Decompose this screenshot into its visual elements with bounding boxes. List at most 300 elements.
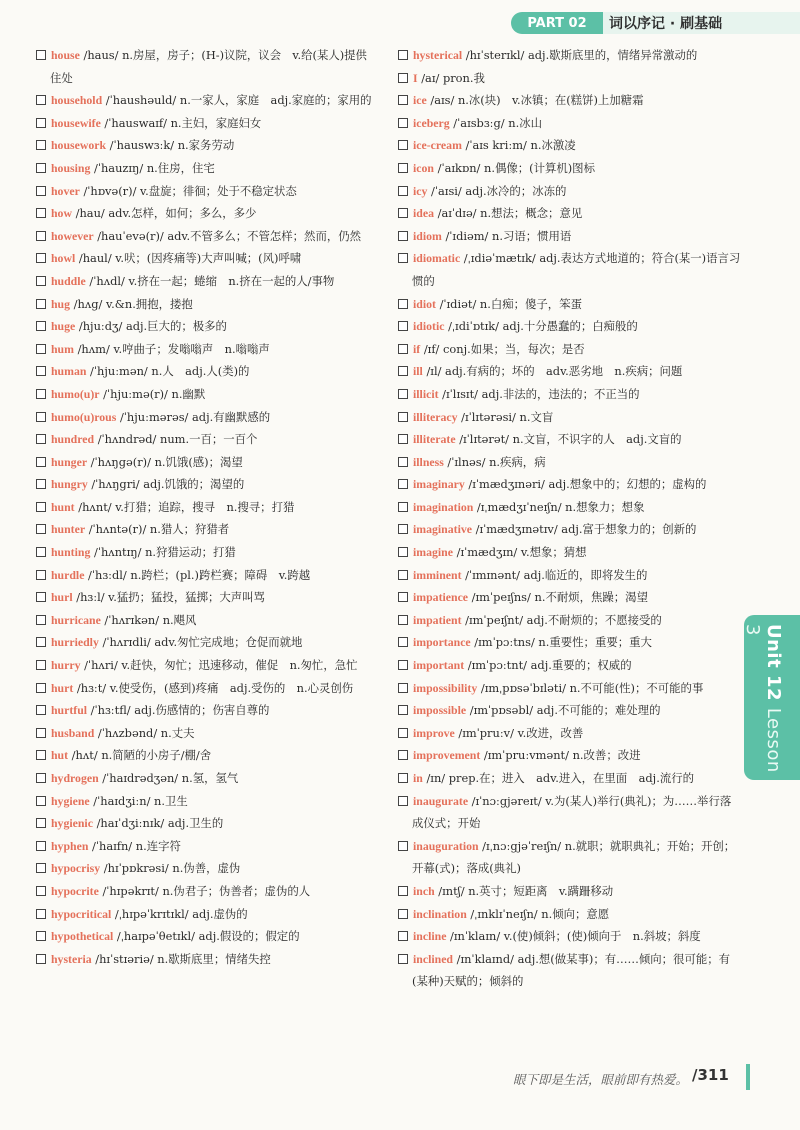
- definition: /ˈhɜːtfl/ adj.伤感情的；伤害自尊的: [87, 703, 270, 718]
- checkbox-icon[interactable]: [36, 592, 46, 602]
- definition: /ˈhʌdl/ v.挤在一起；蜷缩 n.挤在一起的人/事物: [85, 273, 335, 288]
- headword: imaginary: [413, 477, 465, 492]
- definition: /ɪmˈpeɪʃnt/ adj.不耐烦的；不愿接受的: [461, 612, 662, 627]
- headword: inauguration: [413, 838, 479, 853]
- checkbox-icon[interactable]: [36, 140, 46, 150]
- headword: hyphen: [51, 838, 89, 853]
- headword: imagine: [413, 545, 453, 560]
- headword: imagination: [413, 499, 474, 514]
- checkbox-icon[interactable]: [398, 321, 408, 331]
- checkbox-icon[interactable]: [36, 457, 46, 467]
- checkbox-icon[interactable]: [398, 592, 408, 602]
- headword: incline: [413, 929, 447, 944]
- headword: impatience: [413, 590, 469, 605]
- checkbox-icon[interactable]: [398, 457, 408, 467]
- vocab-entry: [36, 654, 378, 677]
- vocab-entry: [398, 225, 742, 248]
- vocab-entry: [36, 903, 378, 926]
- headword: hurl: [51, 590, 73, 605]
- checkbox-icon[interactable]: [36, 253, 46, 263]
- checkbox-icon[interactable]: [36, 705, 46, 715]
- headword: impossibility: [413, 680, 478, 695]
- vocab-entry: [398, 360, 742, 383]
- checkbox-icon[interactable]: [398, 299, 408, 309]
- headword: how: [51, 206, 72, 221]
- definition: /ˈaɪsi/ adj.冰冷的；冰冻的: [427, 183, 567, 198]
- checkbox-icon[interactable]: [36, 344, 46, 354]
- headword: house: [51, 48, 80, 62]
- definition: /ɪˈmædʒɪnəri/ adj.想象中的；幻想的；虚构的: [464, 477, 707, 492]
- checkbox-icon[interactable]: [398, 231, 408, 241]
- checkbox-icon[interactable]: [36, 886, 46, 896]
- left-column: [36, 44, 378, 970]
- definition: /ˈhʌntə(r)/ n.猎人；狩猎者: [85, 522, 230, 537]
- headword: idiotic: [413, 319, 445, 334]
- definition: /hɜːl/ v.猛扔；猛投，猛掷；大声叫骂: [72, 590, 265, 605]
- vocab-entry: [398, 44, 742, 67]
- headword: hygiene: [51, 793, 90, 808]
- vocab-entry: [36, 496, 378, 519]
- definition: /ˈhʌrɪdli/ adv.匆忙完成地；仓促而就地: [98, 635, 303, 650]
- vocab-entry: [36, 586, 378, 609]
- headword: if: [413, 341, 421, 356]
- vocab-entry: [398, 699, 742, 722]
- definition: /ˈaɪs kriːm/ n.冰激凌: [461, 138, 576, 153]
- checkbox-icon[interactable]: [36, 615, 46, 625]
- headword: idiot: [413, 296, 436, 311]
- vocab-entry: [398, 157, 742, 180]
- checkbox-icon[interactable]: [36, 683, 46, 693]
- vocab-entry: [36, 360, 378, 383]
- checkbox-icon[interactable]: [36, 163, 46, 173]
- definition: /haɪˈdʒiːnɪk/ adj.卫生的: [92, 816, 224, 831]
- checkbox-icon[interactable]: [398, 412, 408, 422]
- vocab-entry: [36, 428, 378, 451]
- headword: hover: [51, 183, 80, 198]
- definition: /haul/ v.吠；(因疼痛等)大声叫喊；(风)呼啸: [75, 251, 302, 266]
- vocab-entry: [398, 247, 742, 292]
- checkbox-icon[interactable]: [398, 73, 408, 83]
- headword: hurdle: [51, 567, 85, 582]
- vocab-entry: [36, 270, 378, 293]
- definition: /ˈhʌrɪkən/ n.飓风: [100, 612, 197, 627]
- definition: /ˈhaɪfn/ n.连字符: [88, 838, 181, 853]
- vocab-entry: [398, 948, 742, 993]
- vocab-entry: [398, 428, 742, 451]
- definition: /ˈhʌŋgri/ adj.饥饿的；渴望的: [87, 477, 245, 492]
- headword: however: [51, 228, 94, 243]
- definition: /ˌɪnklɪˈneɪʃn/ n.倾向；意愿: [466, 906, 610, 921]
- vocab-entry: [398, 903, 742, 926]
- checkbox-icon[interactable]: [398, 389, 408, 399]
- checkbox-icon[interactable]: [398, 50, 408, 60]
- checkbox-icon[interactable]: [398, 140, 408, 150]
- headword: hypothetical: [51, 929, 114, 944]
- checkbox-icon[interactable]: [36, 118, 46, 128]
- definition: /ˈhauswaɪf/ n.主妇，家庭妇女: [100, 115, 262, 130]
- definition: /ˈaɪkɒn/ n.偶像；(计算机)图标: [433, 160, 595, 175]
- headword: huge: [51, 319, 76, 334]
- checkbox-icon[interactable]: [398, 705, 408, 715]
- headword: improve: [413, 725, 455, 740]
- definition: /ɪˈnɔːgjəreɪt/ v.为(某人)举行(典礼)；为……举行落成仪式；开始: [412, 793, 732, 831]
- definition: /ɪmˈpeɪʃns/ n.不耐烦，焦躁；渴望: [468, 590, 648, 605]
- vocab-entry: [36, 609, 378, 632]
- headword: housework: [51, 138, 107, 153]
- checkbox-icon[interactable]: [398, 344, 408, 354]
- headword: ice-cream: [413, 138, 462, 153]
- checkbox-icon[interactable]: [36, 547, 46, 557]
- unit-lesson-label: [742, 624, 784, 774]
- checkbox-icon[interactable]: [36, 728, 46, 738]
- vocab-entry: [36, 564, 378, 587]
- definition: /aɪ/ pron.我: [417, 70, 485, 85]
- checkbox-icon[interactable]: [398, 253, 408, 263]
- checkbox-icon[interactable]: [36, 208, 46, 218]
- checkbox-icon[interactable]: [398, 773, 408, 783]
- headword: inch: [413, 883, 435, 898]
- definition: /ˈhʌndrəd/ num.一百；一百个: [94, 432, 258, 447]
- definition: /hɪˈpɒkrəsi/ n.伪善，虚伪: [100, 861, 241, 876]
- vocab-entry: [398, 338, 742, 361]
- headword: imaginative: [413, 522, 472, 537]
- vocab-entry: [36, 44, 378, 89]
- headword: hurry: [51, 658, 81, 673]
- vocab-entry: [398, 496, 742, 519]
- lesson-label: Lesson 3: [742, 624, 784, 773]
- headword: in: [413, 771, 423, 785]
- checkbox-icon[interactable]: [398, 615, 408, 625]
- definition: /ˈhʌntɪŋ/ n.狩猎运动；打猎: [90, 545, 236, 560]
- checkbox-icon[interactable]: [398, 841, 408, 851]
- checkbox-icon[interactable]: [398, 637, 408, 647]
- vocab-entry: [398, 134, 742, 157]
- definition: /ˈhʌŋgə(r)/ n.饥饿(感)；渴望: [87, 454, 243, 469]
- headword: ill: [413, 364, 423, 379]
- vocab-entry: [36, 134, 378, 157]
- checkbox-icon[interactable]: [36, 502, 46, 512]
- checkbox-icon[interactable]: [36, 186, 46, 196]
- headword: ice: [413, 93, 427, 108]
- checkbox-icon[interactable]: [36, 276, 46, 286]
- checkbox-icon[interactable]: [398, 434, 408, 444]
- definition: /hɪˈsterɪkl/ adj.歇斯底里的，情绪异常激动的: [462, 48, 698, 62]
- headword: illicit: [413, 386, 439, 401]
- checkbox-icon[interactable]: [36, 931, 46, 941]
- checkbox-icon[interactable]: [36, 818, 46, 828]
- vocab-entry: [398, 609, 742, 632]
- checkbox-icon[interactable]: [36, 321, 46, 331]
- vocab-entry: [36, 293, 378, 316]
- vocab-entry: [398, 202, 742, 225]
- checkbox-icon[interactable]: [36, 50, 46, 60]
- headword: hysterical: [413, 48, 463, 62]
- checkbox-icon[interactable]: [398, 909, 408, 919]
- headword: illiteracy: [413, 409, 458, 424]
- definition: /ɪn/ prep.在；进入 adv.进入，在里面 adj.流行的: [422, 771, 695, 785]
- headword: hug: [51, 296, 71, 311]
- definition: /hʌt/ n.简陋的小房子/棚/舍: [68, 748, 212, 763]
- checkbox-icon[interactable]: [398, 502, 408, 512]
- headword: impatient: [413, 612, 462, 627]
- definition: /ɪnˈklaɪnd/ adj.想(做某事)；有……倾向；很可能；有(某种)天赋的；倾斜的: [412, 951, 731, 989]
- checkbox-icon[interactable]: [398, 479, 408, 489]
- headword: human: [51, 364, 87, 379]
- headword: hunter: [51, 522, 86, 537]
- footer-motto: 眼下即是生活，眼前即有热爱。: [512, 1072, 688, 1087]
- definition: /ˌɪdiəˈmætɪk/ adj.表达方式地道的；符合(某一)语言习惯的: [412, 251, 741, 288]
- vocab-entry: [398, 880, 742, 903]
- vocab-entry: [36, 835, 378, 858]
- vocab-entry: [398, 293, 742, 316]
- definition: /ˈɪmɪnənt/ adj.临近的，即将发生的: [461, 567, 648, 582]
- checkbox-icon[interactable]: [36, 863, 46, 873]
- definition: /ɪˈlɪtərəsi/ n.文盲: [457, 409, 554, 424]
- checkbox-icon[interactable]: [398, 660, 408, 670]
- checkbox-icon[interactable]: [36, 637, 46, 647]
- checkbox-icon[interactable]: [398, 95, 408, 105]
- checkbox-icon[interactable]: [398, 931, 408, 941]
- headword: hypocrisy: [51, 861, 101, 876]
- checkbox-icon[interactable]: [36, 841, 46, 851]
- definition: /ɪmˈpɔːtns/ n.重要性；重要；重大: [470, 635, 652, 650]
- page-number-bar: [746, 1064, 750, 1090]
- checkbox-icon[interactable]: [36, 412, 46, 422]
- checkbox-icon[interactable]: [36, 434, 46, 444]
- definition: /hauˈevə(r)/ adv.不管多么；不管怎样；然而，仍然: [93, 228, 362, 243]
- section-title: 词以序记 · 刷基础: [603, 12, 800, 34]
- headword: inclined: [413, 951, 453, 966]
- vocab-entry: [36, 677, 378, 700]
- definition: /hjuːdʒ/ adj.巨大的；极多的: [75, 319, 227, 334]
- vocab-entry: [36, 89, 378, 112]
- headword: hungry: [51, 477, 88, 492]
- vocab-entry: [36, 722, 378, 745]
- vocab-entry: [398, 722, 742, 745]
- vocab-entry: [36, 338, 378, 361]
- checkbox-icon[interactable]: [36, 773, 46, 783]
- definition: /ɪmˈpruːv/ v.改进，改善: [454, 725, 584, 740]
- headword: importance: [413, 635, 471, 650]
- definition: /ɪmˌpɒsəˈbɪləti/ n.不可能(性)；不可能的事: [477, 680, 704, 695]
- definition: /hʌnt/ v.打猎；追踪，搜寻 n.搜寻；打猎: [74, 499, 295, 514]
- vocab-entry: [36, 925, 378, 948]
- checkbox-icon[interactable]: [398, 524, 408, 534]
- page-number: /311: [692, 1066, 729, 1084]
- definition: /ɪˌmædʒɪˈneɪʃn/ n.想象力；想象: [473, 499, 645, 514]
- vocab-entry: [36, 948, 378, 971]
- definition: /hʌm/ v.哼曲子；发嗡嗡声 n.嗡嗡声: [73, 341, 270, 356]
- definition: /ɪˈlɪtərət/ n.文盲，不识字的人 adj.文盲的: [455, 432, 682, 447]
- checkbox-icon[interactable]: [398, 118, 408, 128]
- vocab-entry: [36, 473, 378, 496]
- vocab-entry: [398, 541, 742, 564]
- checkbox-icon[interactable]: [36, 750, 46, 760]
- checkbox-icon[interactable]: [36, 909, 46, 919]
- headword: idiom: [413, 228, 442, 243]
- right-column: [398, 44, 742, 993]
- headword: idea: [413, 206, 434, 221]
- headword: howl: [51, 251, 76, 266]
- checkbox-icon[interactable]: [398, 750, 408, 760]
- definition: /ɪnˈklaɪn/ v.(使)倾斜；(使)倾向于 n.斜坡；斜度: [446, 929, 701, 944]
- vocab-entry: [398, 473, 742, 496]
- headword: housewife: [51, 115, 101, 130]
- definition: /ˈhʌri/ v.赶快，匆忙；迅速移动，催促 n.匆忙，急忙: [80, 658, 358, 673]
- vocab-entry: [36, 157, 378, 180]
- vocab-entry: [398, 744, 742, 767]
- checkbox-icon[interactable]: [398, 208, 408, 218]
- vocab-entry: [398, 925, 742, 948]
- headword: humo(u)rous: [51, 409, 117, 424]
- definition: /ˈhaɪdrədʒən/ n.氢，氢气: [98, 771, 239, 785]
- checkbox-icon[interactable]: [36, 660, 46, 670]
- checkbox-icon[interactable]: [398, 886, 408, 896]
- definition: /hɪˈstɪəriə/ n.歇斯底里；情绪失控: [91, 951, 271, 966]
- headword: inaugurate: [413, 793, 469, 808]
- checkbox-icon[interactable]: [398, 366, 408, 376]
- headword: hunt: [51, 499, 75, 514]
- vocab-entry: [36, 699, 378, 722]
- headword: hysteria: [51, 951, 92, 966]
- headword: household: [51, 93, 103, 108]
- definition: /ɪmˈpɔːtnt/ adj.重要的；权威的: [464, 658, 632, 673]
- vocab-entry: [36, 112, 378, 135]
- vocab-entry: [36, 406, 378, 429]
- definition: /ˈɪdiəm/ n.习语；惯用语: [441, 228, 572, 243]
- headword: hum: [51, 341, 74, 356]
- vocab-entry: [398, 383, 742, 406]
- vocab-entry: [36, 631, 378, 654]
- definition: /ˈhaushəuld/ n.一家人，家庭 adj.家庭的；家用的: [102, 93, 372, 108]
- headword: icon: [413, 160, 434, 175]
- definition: /ˈhjuːmərəs/ adj.有幽默感的: [116, 409, 271, 424]
- checkbox-icon[interactable]: [36, 389, 46, 399]
- definition: /ˈhaɪdʒiːn/ n.卫生: [89, 793, 188, 808]
- headword: inclination: [413, 906, 467, 921]
- definition: /ˈhauzɪŋ/ n.住房，住宅: [90, 160, 215, 175]
- headword: husband: [51, 725, 95, 740]
- headword: humo(u)r: [51, 386, 100, 401]
- vocab-entry: [398, 631, 742, 654]
- vocab-entry: [36, 383, 378, 406]
- vocab-entry: [398, 406, 742, 429]
- vocab-entry: [36, 225, 378, 248]
- vocab-entry: [398, 112, 742, 135]
- vocab-entry: [36, 767, 378, 790]
- definition: /hau/ adv.怎样，如何；多么，多少: [71, 206, 257, 221]
- definition: /ɪntʃ/ n.英寸；短距离 v.蹒跚移动: [434, 883, 614, 898]
- definition: /hɜːt/ v.使受伤，(感到)疼痛 adj.受伤的 n.心灵创伤: [73, 680, 354, 695]
- definition: /ˌhɪpəˈkrɪtɪkl/ adj.虚伪的: [111, 906, 248, 921]
- headword: hurricane: [51, 612, 101, 627]
- vocab-entry: [36, 812, 378, 835]
- vocab-entry: [398, 767, 742, 790]
- headword: hurt: [51, 680, 74, 695]
- unit-label: Unit 12: [763, 624, 784, 702]
- headword: hypocrite: [51, 883, 99, 898]
- checkbox-icon[interactable]: [36, 954, 46, 964]
- checkbox-icon[interactable]: [36, 95, 46, 105]
- headword: important: [413, 658, 465, 673]
- headword: hut: [51, 748, 69, 763]
- vocab-entry: [398, 564, 742, 587]
- checkbox-icon[interactable]: [36, 366, 46, 376]
- definition: /ɪf/ conj.如果；当，每次；是否: [420, 341, 585, 356]
- checkbox-icon[interactable]: [36, 570, 46, 580]
- definition: /haus/ n.房屋，房子；(H-)议院，议会 v.给(某人)提供住处: [50, 48, 367, 85]
- checkbox-icon[interactable]: [36, 299, 46, 309]
- checkbox-icon[interactable]: [36, 796, 46, 806]
- vocab-entry: [36, 790, 378, 813]
- vocab-entry: [36, 451, 378, 474]
- vocab-entry: [398, 518, 742, 541]
- checkbox-icon[interactable]: [36, 524, 46, 534]
- checkbox-icon[interactable]: [398, 728, 408, 738]
- checkbox-icon[interactable]: [398, 570, 408, 580]
- headword: hurtful: [51, 703, 88, 718]
- headword: hypocritical: [51, 906, 112, 921]
- definition: /ɪl/ adj.有病的；坏的 adv.恶劣地 n.疾病；问题: [422, 364, 683, 379]
- vocab-entry: [398, 180, 742, 203]
- headword: huddle: [51, 273, 86, 288]
- checkbox-icon[interactable]: [398, 796, 408, 806]
- vocab-entry: [398, 586, 742, 609]
- definition: /ˈhɒvə(r)/ v.盘旋；徘徊；处于不稳定状态: [79, 183, 297, 198]
- vocab-entry: [398, 835, 742, 880]
- definition: /ɪmˈpruːvmənt/ n.改善；改进: [480, 748, 641, 763]
- headword: impossible: [413, 703, 467, 718]
- headword: hunting: [51, 545, 91, 560]
- vocab-entry: [36, 202, 378, 225]
- headword: idiomatic: [413, 251, 461, 266]
- headword: illiterate: [413, 432, 456, 447]
- checkbox-icon[interactable]: [36, 479, 46, 489]
- headword: icy: [413, 183, 428, 198]
- vocab-entry: [36, 744, 378, 767]
- vocab-entry: [36, 518, 378, 541]
- definition: /ˈhauswɜːk/ n.家务劳动: [106, 138, 235, 153]
- headword: hurriedly: [51, 635, 99, 650]
- definition: /ˈhʌzbənd/ n.丈夫: [94, 725, 195, 740]
- page-header: [511, 12, 800, 34]
- headword: I: [413, 70, 418, 85]
- checkbox-icon[interactable]: [398, 186, 408, 196]
- checkbox-icon[interactable]: [398, 547, 408, 557]
- headword: hygienic: [51, 816, 93, 831]
- headword: imminent: [413, 567, 462, 582]
- checkbox-icon[interactable]: [398, 954, 408, 964]
- vocab-entry: [398, 67, 742, 90]
- checkbox-icon[interactable]: [398, 683, 408, 693]
- checkbox-icon[interactable]: [36, 231, 46, 241]
- definition: /ɪˈmædʒɪnətɪv/ adj.富于想象力的；创新的: [471, 522, 697, 537]
- definition: /ˈɪdiət/ n.白痴；傻子，笨蛋: [435, 296, 582, 311]
- vocab-entry: [398, 677, 742, 700]
- checkbox-icon[interactable]: [398, 163, 408, 173]
- definition: /ˈhjuːmə(r)/ n.幽默: [99, 386, 206, 401]
- headword: illness: [413, 454, 444, 469]
- vocab-entry: [398, 89, 742, 112]
- headword: improvement: [413, 748, 481, 763]
- vocab-entry: [398, 654, 742, 677]
- part-badge: PART 02: [511, 12, 603, 34]
- definition: /ɪˈlɪsɪt/ adj.非法的，违法的；不正当的: [438, 386, 640, 401]
- definition: /ˌɪdiˈɒtɪk/ adj.十分愚蠢的；白痴般的: [444, 319, 638, 334]
- definition: /ɪmˈpɒsəbl/ adj.不可能的；难处理的: [466, 703, 661, 718]
- definition: /aɪs/ n.冰(块) v.冰镇；在(糕饼)上加糖霜: [426, 93, 644, 108]
- headword: hundred: [51, 432, 95, 447]
